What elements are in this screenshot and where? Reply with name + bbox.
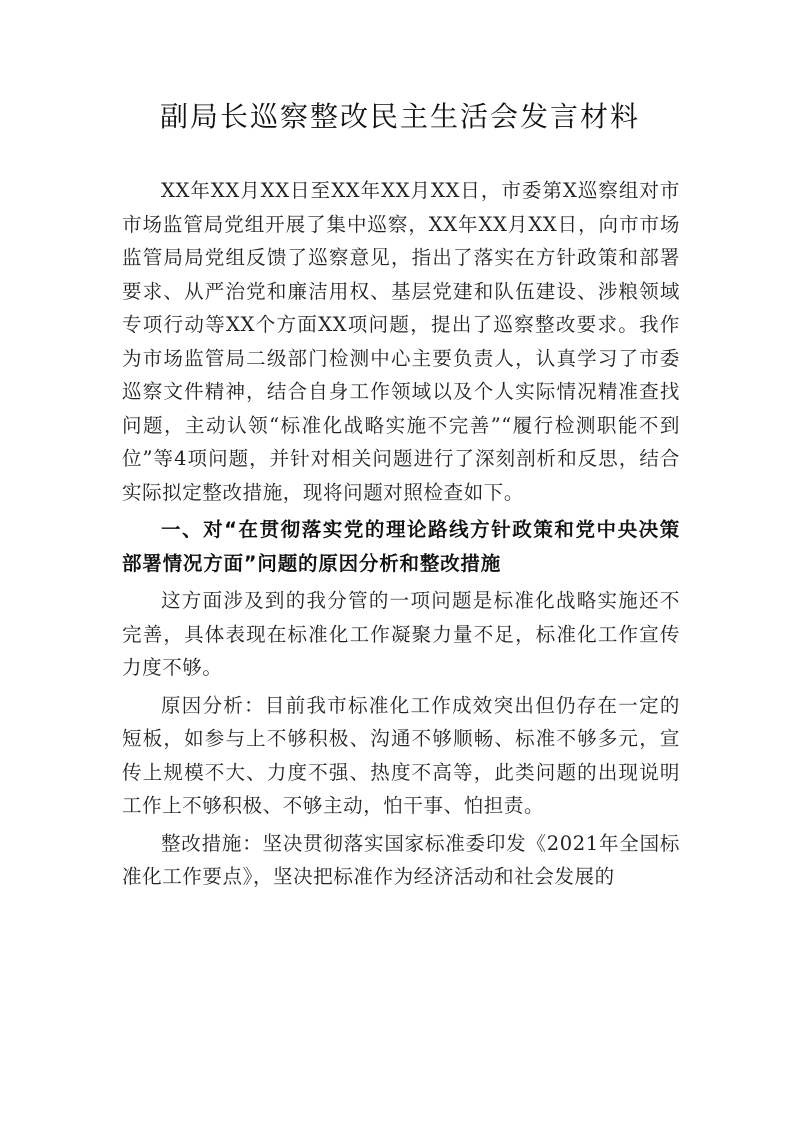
intro-paragraph: XX年XX月XX日至XX年XX月XX日，市委第X巡察组对市市场监管局党组开展了集中巡察，XX年XX月XX日，向市市场监管局局党组反馈了巡察意见，指出了落实在方针政策和部署要求、从严治党和廉洁用权、基层党建和队伍建设、涉粮领域专项行动等XX个方面XX项问题，提出了巡察整改要求。我作为市场监管局二级部门检测中心主要负责人，认真学习了市委巡察文件精神，结合自身工作领域以及个人实际情况精准查找问题，主动认领“标准化战略实施不完善”“履行检测职能不到位”等4项问题，并针对相关问题进行了深刻剖析和反思，结合实际拟定整改措施，现将问题对照检查如下。: [122, 179, 680, 504]
problem-paragraph: 这方面涉及到的我分管的一项问题是标准化战略实施还不完善，具体表现在标准化工作凝聚力量不足，标准化工作宣传力度不够。: [122, 589, 680, 679]
document-title: 副局长巡察整改民主生活会发言材料: [159, 100, 640, 133]
rectification-paragraph: 整改措施：坚决贯彻落实国家标准委印发《2021年全国标准化工作要点》，坚决把标准作为经济活动和社会发展的: [122, 831, 680, 888]
document-body: [122, 174, 680, 894]
cause-analysis-paragraph: 原因分析：目前我市标准化工作成效突出但仍存在一定的短板，如参与上不够积极、沟通不够顺畅、标准不够多元，宣传上规模不大、力度不强、热度不高等，此类问题的出现说明工作上不够积极、不够主动，怕干事、怕担责。: [122, 693, 680, 817]
section-heading: 一、对“在贯彻落实党的理论路线方针政策和党中央决策部署情况方面”问题的原因分析和整改措施: [122, 518, 680, 575]
